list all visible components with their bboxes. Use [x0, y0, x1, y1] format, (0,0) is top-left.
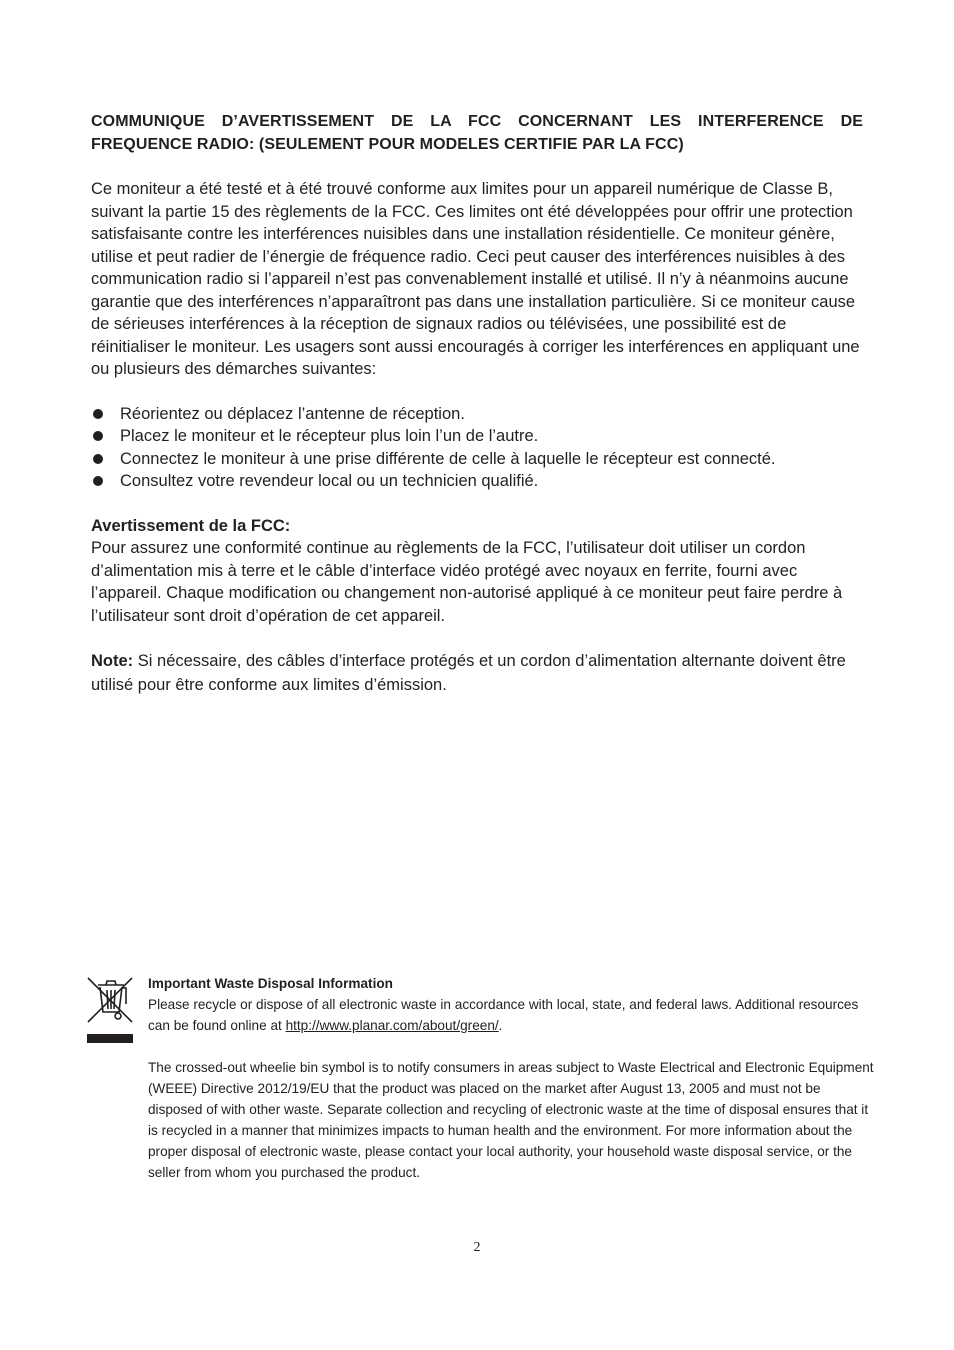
fcc-notice-paragraph: Ce moniteur a été testé et à été trouvé conforme aux limites pour un appareil numérique de Classe B, suivant la partie 15 des règlements de la FCC. Ces limites ont été développées pour offrir une protection satisfaisante contre les interférences nuisibles dans une installation résidentielle. Ce moniteur génère, utilise et peut radier de l’énergie de fréquence radio. Ceci peut causer des interférences nuisibles à des communication radio si l’appareil n’est pas convenablement installé et utilisé. Il n’y à néanmoins aucune garantie que des interférences n’apparaîtront pas dans une installation particulière. Si ce moniteur cause de sérieuses interférences à la réception de signaux radios ou télévisées, une possibilité est de réinitialiser le moniteur. Les usagers sont aussi encouragés à corriger les interférences en appliquant une ou plusieurs des démarches suivantes:: [91, 180, 860, 378]
list-item: [91, 448, 863, 471]
fcc-section: [91, 110, 863, 697]
bullet-icon: [93, 476, 103, 486]
planar-green-link[interactable]: http://www.planar.com/about/green/: [285, 1018, 499, 1033]
list-item-text: Consultez votre revendeur local ou un technicien qualifié.: [120, 472, 539, 490]
note-label: Note:: [91, 652, 134, 670]
note-text: Si nécessaire, des câbles d’interface protégés et un cordon d’alimentation alternante doivent être utilisé pour être conforme aux limites d’émission.: [91, 652, 846, 694]
list-item: [91, 470, 863, 493]
list-item-text: Réorientez ou déplacez l’antenne de réception.: [120, 404, 465, 423]
crossed-out-wheelie-bin-icon: [86, 974, 134, 1046]
recommendation-list: [91, 403, 863, 493]
bullet-icon: [93, 431, 103, 441]
waste-disposal-section: [148, 973, 878, 1183]
waste-disposal-paragraph: [148, 994, 878, 1036]
list-item: [91, 403, 863, 426]
list-item-text: Placez le moniteur et le récepteur plus loin l’un de l’autre.: [120, 427, 539, 445]
waste-line-text: Please recycle or dispose of all electronic waste in accordance with local, state, and federal laws. Additional resources can be found online at: [148, 997, 859, 1033]
fcc-warning-body: Pour assurez une conformité continue au règlements de la FCC, l’utilisateur doit utiliser un cordon d’alimentation mis à terre et le câble d’interface vidéo protégé avec noyaux en ferrite, fourni avec l’appareil. Chaque modification ou changement non-autorisé appliqué à ce moniteur peut faire perdre à l’utilisateur sont droit d’opération de cet appareil.: [91, 539, 843, 625]
page-number: 2: [473, 1240, 481, 1255]
bullet-icon: [93, 454, 103, 464]
list-item: [91, 425, 863, 448]
note-paragraph: [91, 649, 863, 697]
list-item-text: Connectez le moniteur à une prise différente de celle à laquelle le récepteur est connecté.: [120, 449, 776, 468]
fcc-notice-heading: COMMUNIQUE D’AVERTISSEMENT DE LA FCC CONCERNANT LES INTERFERENCE DE FREQUENCE RADIO: (SEULEMENT POUR MODELES CERTIFIE PAR LA FCC): [91, 113, 863, 153]
fcc-warning-heading: Avertissement de la FCC:: [91, 516, 291, 535]
bullet-icon: [93, 409, 103, 419]
waste-disposal-title: Important Waste Disposal Information: [148, 976, 393, 991]
waste-line-end: .: [498, 1018, 503, 1033]
weee-paragraph: The crossed-out wheelie bin symbol is to notify consumers in areas subject to Waste Electrical and Electronic Equipment (WEEE) Directive 2012/19/EU that the product was placed on the market after August 13, 2005 and must not be disposed of with other waste. Separate collection and recycling of electronic waste at the time of disposal ensures that it is recycled in a manner that minimizes impacts to human health and the environment. For more information about the proper disposal of electronic waste, please contact your local authority, your household waste disposal service, or the seller from whom you purchased the product.: [148, 1060, 874, 1180]
